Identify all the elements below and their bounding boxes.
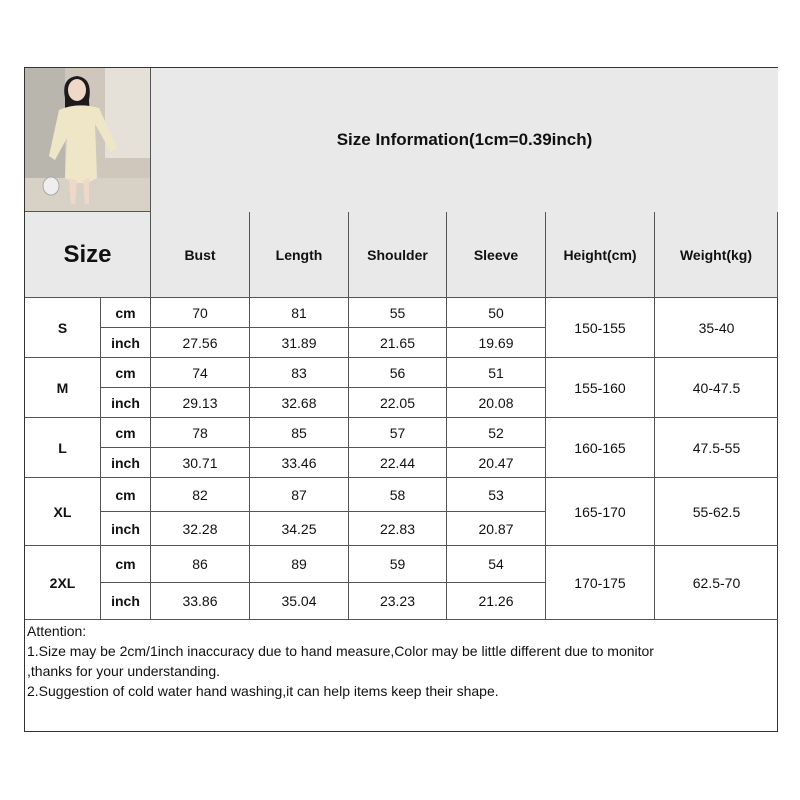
measurement-cm: 89 <box>250 546 349 583</box>
measurement-cm: 83 <box>250 358 349 388</box>
note-heading: Attention: <box>27 623 87 639</box>
unit-label-cm: cm <box>101 298 151 328</box>
measurement-cm: 50 <box>447 298 546 328</box>
measurement-inch: 32.68 <box>250 388 349 418</box>
measurement-inch: 22.44 <box>349 448 447 478</box>
measurement-cm: 56 <box>349 358 447 388</box>
measurement-cm: 51 <box>447 358 546 388</box>
measurement-inch: 29.13 <box>151 388 250 418</box>
column-header: Sleeve <box>447 212 546 298</box>
measurement-inch: 19.69 <box>447 328 546 358</box>
column-header: Shoulder <box>349 212 447 298</box>
measurement-cm: 57 <box>349 418 447 448</box>
height-range: 170-175 <box>546 546 655 620</box>
weight-range: 62.5-70 <box>655 546 778 620</box>
weight-range: 55-62.5 <box>655 478 778 546</box>
measurement-cm: 52 <box>447 418 546 448</box>
height-range: 160-165 <box>546 418 655 478</box>
size-label: XL <box>25 478 101 546</box>
column-header: Bust <box>151 212 250 298</box>
measurement-cm: 59 <box>349 546 447 583</box>
height-range: 165-170 <box>546 478 655 546</box>
measurement-cm: 82 <box>151 478 250 512</box>
measurement-inch: 34.25 <box>250 512 349 546</box>
measurement-cm: 53 <box>447 478 546 512</box>
unit-label-cm: cm <box>101 418 151 448</box>
measurement-inch: 22.05 <box>349 388 447 418</box>
measurement-cm: 74 <box>151 358 250 388</box>
measurement-cm: 55 <box>349 298 447 328</box>
unit-label-inch: inch <box>101 583 151 620</box>
unit-label-inch: inch <box>101 512 151 546</box>
measurement-inch: 20.87 <box>447 512 546 546</box>
weight-range: 35-40 <box>655 298 778 358</box>
unit-label-inch: inch <box>101 388 151 418</box>
measurement-cm: 58 <box>349 478 447 512</box>
unit-label-inch: inch <box>101 448 151 478</box>
size-label: S <box>25 298 101 358</box>
measurement-inch: 35.04 <box>250 583 349 620</box>
measurement-inch: 33.46 <box>250 448 349 478</box>
column-header: Length <box>250 212 349 298</box>
size-chart <box>24 67 778 732</box>
measurement-inch: 23.23 <box>349 583 447 620</box>
unit-label-inch: inch <box>101 328 151 358</box>
measurement-inch: 31.89 <box>250 328 349 358</box>
attention-notes <box>25 620 777 732</box>
weight-range: 47.5-55 <box>655 418 778 478</box>
measurement-cm: 87 <box>250 478 349 512</box>
measurement-inch: 22.83 <box>349 512 447 546</box>
measurement-cm: 70 <box>151 298 250 328</box>
measurement-inch: 20.08 <box>447 388 546 418</box>
measurement-inch: 27.56 <box>151 328 250 358</box>
measurement-cm: 78 <box>151 418 250 448</box>
size-label: L <box>25 418 101 478</box>
unit-label-cm: cm <box>101 358 151 388</box>
page-title: Size Information(1cm=0.39inch) <box>151 68 778 213</box>
measurement-cm: 86 <box>151 546 250 583</box>
measurement-inch: 20.47 <box>447 448 546 478</box>
unit-label-cm: cm <box>101 478 151 512</box>
height-range: 155-160 <box>546 358 655 418</box>
column-header: Weight(kg) <box>655 212 778 298</box>
note-line: 2.Suggestion of cold water hand washing,it can help items keep their shape. <box>27 683 499 699</box>
note-line: ,thanks for your understanding. <box>27 663 221 679</box>
measurement-cm: 85 <box>250 418 349 448</box>
measurement-cm: 81 <box>250 298 349 328</box>
size-header: Size <box>25 212 151 298</box>
weight-range: 40-47.5 <box>655 358 778 418</box>
measurement-inch: 30.71 <box>151 448 250 478</box>
model-photo-icon <box>25 68 151 212</box>
unit-label-cm: cm <box>101 546 151 583</box>
column-header: Height(cm) <box>546 212 655 298</box>
measurement-inch: 32.28 <box>151 512 250 546</box>
measurement-cm: 54 <box>447 546 546 583</box>
size-label: M <box>25 358 101 418</box>
note-line: 1.Size may be 2cm/1inch inaccuracy due to hand measure,Color may be little different due to monitor <box>27 643 654 659</box>
measurement-inch: 33.86 <box>151 583 250 620</box>
size-label: 2XL <box>25 546 101 620</box>
height-range: 150-155 <box>546 298 655 358</box>
measurement-inch: 21.65 <box>349 328 447 358</box>
measurement-inch: 21.26 <box>447 583 546 620</box>
